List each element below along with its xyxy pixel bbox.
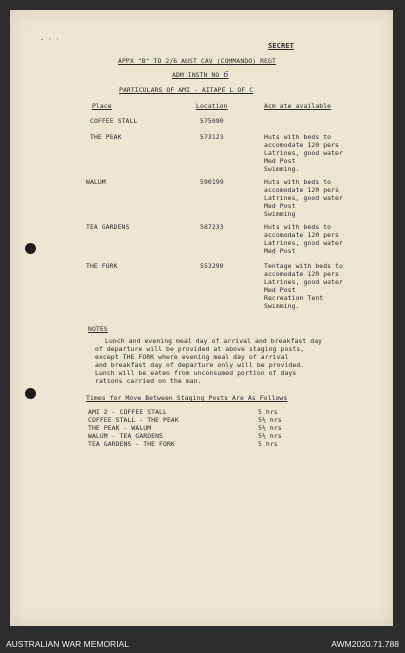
instruction-number: 6 [223, 70, 229, 79]
row-accommodation-line: Recreation Tent [264, 294, 324, 302]
row-accommodation-line: Latrines, good water [264, 149, 343, 157]
column-header-accommodation: Acm ate available [264, 102, 332, 110]
notes-line: Lunch will be eaten from unconsumed portion of days [95, 369, 297, 377]
row-place: COFFEE STALL [90, 117, 138, 125]
row-accommodation-line: Huts with beds to [264, 178, 332, 186]
row-place: THE PEAK [90, 133, 122, 141]
row-location: 575090 [200, 117, 224, 125]
row-accommodation-line: Huts with beds to [264, 223, 332, 231]
footer-bar [0, 636, 405, 653]
row-accommodation-line: accomodate 120 pers [264, 270, 340, 278]
row-location: 573123 [200, 133, 224, 141]
footer-accession-number: AWM2020.71.788 [331, 639, 399, 649]
notes-line: of departure will be provided at above staging posts, [95, 345, 305, 353]
notes-line: rations carried on the man. [95, 377, 202, 385]
row-accommodation-line: Latrines, good water [264, 239, 343, 247]
times-duration: 5½ hrs [258, 432, 282, 440]
row-accommodation-line: Swimming [264, 210, 296, 218]
row-accommodation-line: Med Post [264, 247, 296, 255]
row-location: 590199 [200, 178, 224, 186]
times-heading: Times for Move Between Staging Posts Are As Follows [86, 394, 288, 402]
row-location: 553290 [200, 262, 224, 270]
row-accommodation-line: Med Post [264, 286, 296, 294]
classification-label: SECRET [268, 42, 294, 50]
footer-credit: AUSTRALIAN WAR MEMORIAL [6, 639, 129, 649]
times-route: WALUM - TEA GARDENS [88, 432, 164, 440]
section-title: PARTICULARS OF AMI - AITAPE L OF C [119, 86, 254, 94]
times-duration: 5 hrs [258, 408, 278, 416]
row-place: THE FORK [86, 262, 118, 270]
column-header-location: Location [196, 102, 228, 110]
times-route: TEA GARDENS - THE FORK [88, 440, 175, 448]
times-route: THE PEAK - WALUM [88, 424, 152, 432]
row-accommodation-line: Latrines, good water [264, 194, 343, 202]
row-accommodation-line: Med Post [264, 157, 296, 165]
punch-hole-lower [25, 388, 36, 399]
instruction-prefix: ADM INSTN NO [172, 71, 220, 79]
corner-mark: - · · [40, 35, 60, 43]
row-accommodation-line: accomodate 120 pers [264, 141, 340, 149]
appendix-title: APPX "B" TO 2/6 AUST CAV (COMMANDO) REGT [118, 57, 276, 65]
row-accommodation-line: Latrines, good water [264, 278, 343, 286]
times-route: AMI 2 - COFFEE STALL [88, 408, 167, 416]
times-route: COFFEE STALL - THE PEAK [88, 416, 179, 424]
row-accommodation-line: accomodate 120 pers [264, 186, 340, 194]
row-accommodation-line: Huts with beds to [264, 133, 332, 141]
row-accommodation-line: Tentage with beds to [264, 262, 343, 270]
row-accommodation-line: Med Post [264, 202, 296, 210]
times-duration: 5½ hrs [258, 424, 282, 432]
notes-line: except THE FORK where evening meal day of arrival [95, 353, 289, 361]
row-location: 587233 [200, 223, 224, 231]
instruction-reference [172, 71, 229, 79]
notes-line: Lunch and evening meal day of arrival and breakfast day [105, 337, 323, 345]
row-accommodation-line: Swimming. [264, 302, 300, 310]
column-header-place: Place [92, 102, 112, 110]
times-duration: 5½ hrs [258, 416, 282, 424]
row-place: TEA GARDENS [86, 223, 130, 231]
notes-line: and breakfast day of departure only will be provided. [95, 361, 305, 369]
notes-body [95, 337, 323, 385]
punch-hole-upper [25, 243, 36, 254]
row-accommodation-line: accomodate 120 pers [264, 231, 340, 239]
notes-heading: NOTES [88, 325, 108, 333]
row-place: WALUM [86, 178, 106, 186]
row-accommodation-line: Swimming. [264, 165, 300, 173]
times-duration: 5 hrs [258, 440, 278, 448]
document-page [10, 10, 393, 626]
